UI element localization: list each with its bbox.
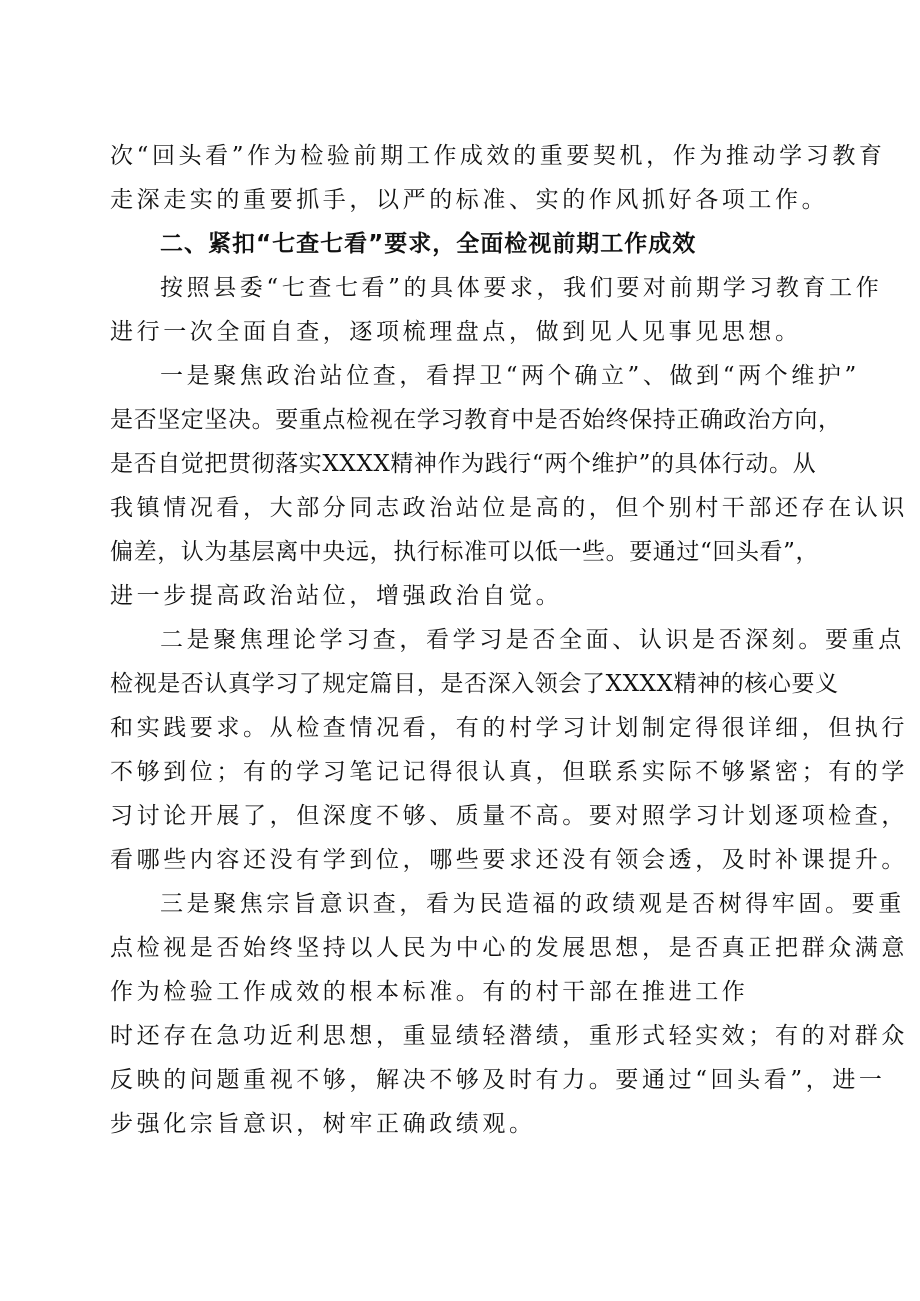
paragraph-first-line: 三是聚焦宗旨意识查，看为民造福的政绩观是否树得牢固。要重 [160,891,905,917]
body-text-line: 走深走实的重要抓手，以严的标准、实的作风抓好各项工作。 [110,187,829,213]
body-text-line: 进行一次全面自查，逐项梳理盘点，做到见人见事见思想。 [110,319,802,345]
body-text-line: 检视是否认真学习了规定篇目，是否深入领会了XXXX精神的核心要义 [110,671,839,697]
body-text-line: 和实践要求。从检查情况看，有的村学习计划制定得很详细，但执行 [110,715,908,741]
body-text-line: 时还存在急功近利思想，重显绩轻潜绩，重形式轻实效；有的对群众 [110,1023,908,1049]
body-text-line: 点检视是否始终坚持以人民为中心的发展思想，是否真正把群众满意 [110,935,908,961]
section-heading: 二、紧扣“七查七看”要求，全面检视前期工作成效 [160,231,697,257]
paragraph-first-line: 二是聚焦理论学习查，看学习是否全面、认识是否深刻。要重点 [160,627,905,653]
body-text-line: 我镇情况看，大部分同志政治站位是高的，但个别村干部还存在认识 [110,495,908,521]
body-text-line: 习讨论开展了，但深度不够、质量不高。要对照学习计划逐项检查， [110,803,908,829]
body-text-line: 偏差，认为基层离中央远，执行标准可以低一些。要通过“回头看”， [110,539,820,565]
body-text-line: 反映的问题重视不够，解决不够及时有力。要通过“回头看”，进一 [110,1067,886,1093]
body-text-line: 进一步提高政治站位，增强政治自觉。 [110,583,563,609]
paragraph-first-line: 按照县委“七查七看”的具体要求，我们要对前期学习教育工作 [160,275,883,301]
body-text-line: 不够到位；有的学习笔记记得很认真，但联系实际不够紧密；有的学 [110,759,908,785]
body-text-line: 是否自觉把贯彻落实XXXX精神作为践行“两个维护”的具体行动。从 [110,451,817,477]
body-text-line: 次“回头看”作为检验前期工作成效的重要契机，作为推动学习教育 [110,143,886,169]
paragraph-first-line: 一是聚焦政治站位查，看捍卫“两个确立”、做到“两个维护” [160,363,860,389]
body-text-line: 步强化宗旨意识，树牢正确政绩观。 [110,1111,536,1137]
body-text-line: 是否坚定坚决。要重点检视在学习教育中是否始终保持正确政治方向， [110,407,842,433]
body-text-line: 作为检验工作成效的根本标准。有的村干部在推进工作 [110,979,749,1005]
body-text-line: 看哪些内容还没有学到位，哪些要求还没有领会透，及时补课提升。 [110,847,908,873]
